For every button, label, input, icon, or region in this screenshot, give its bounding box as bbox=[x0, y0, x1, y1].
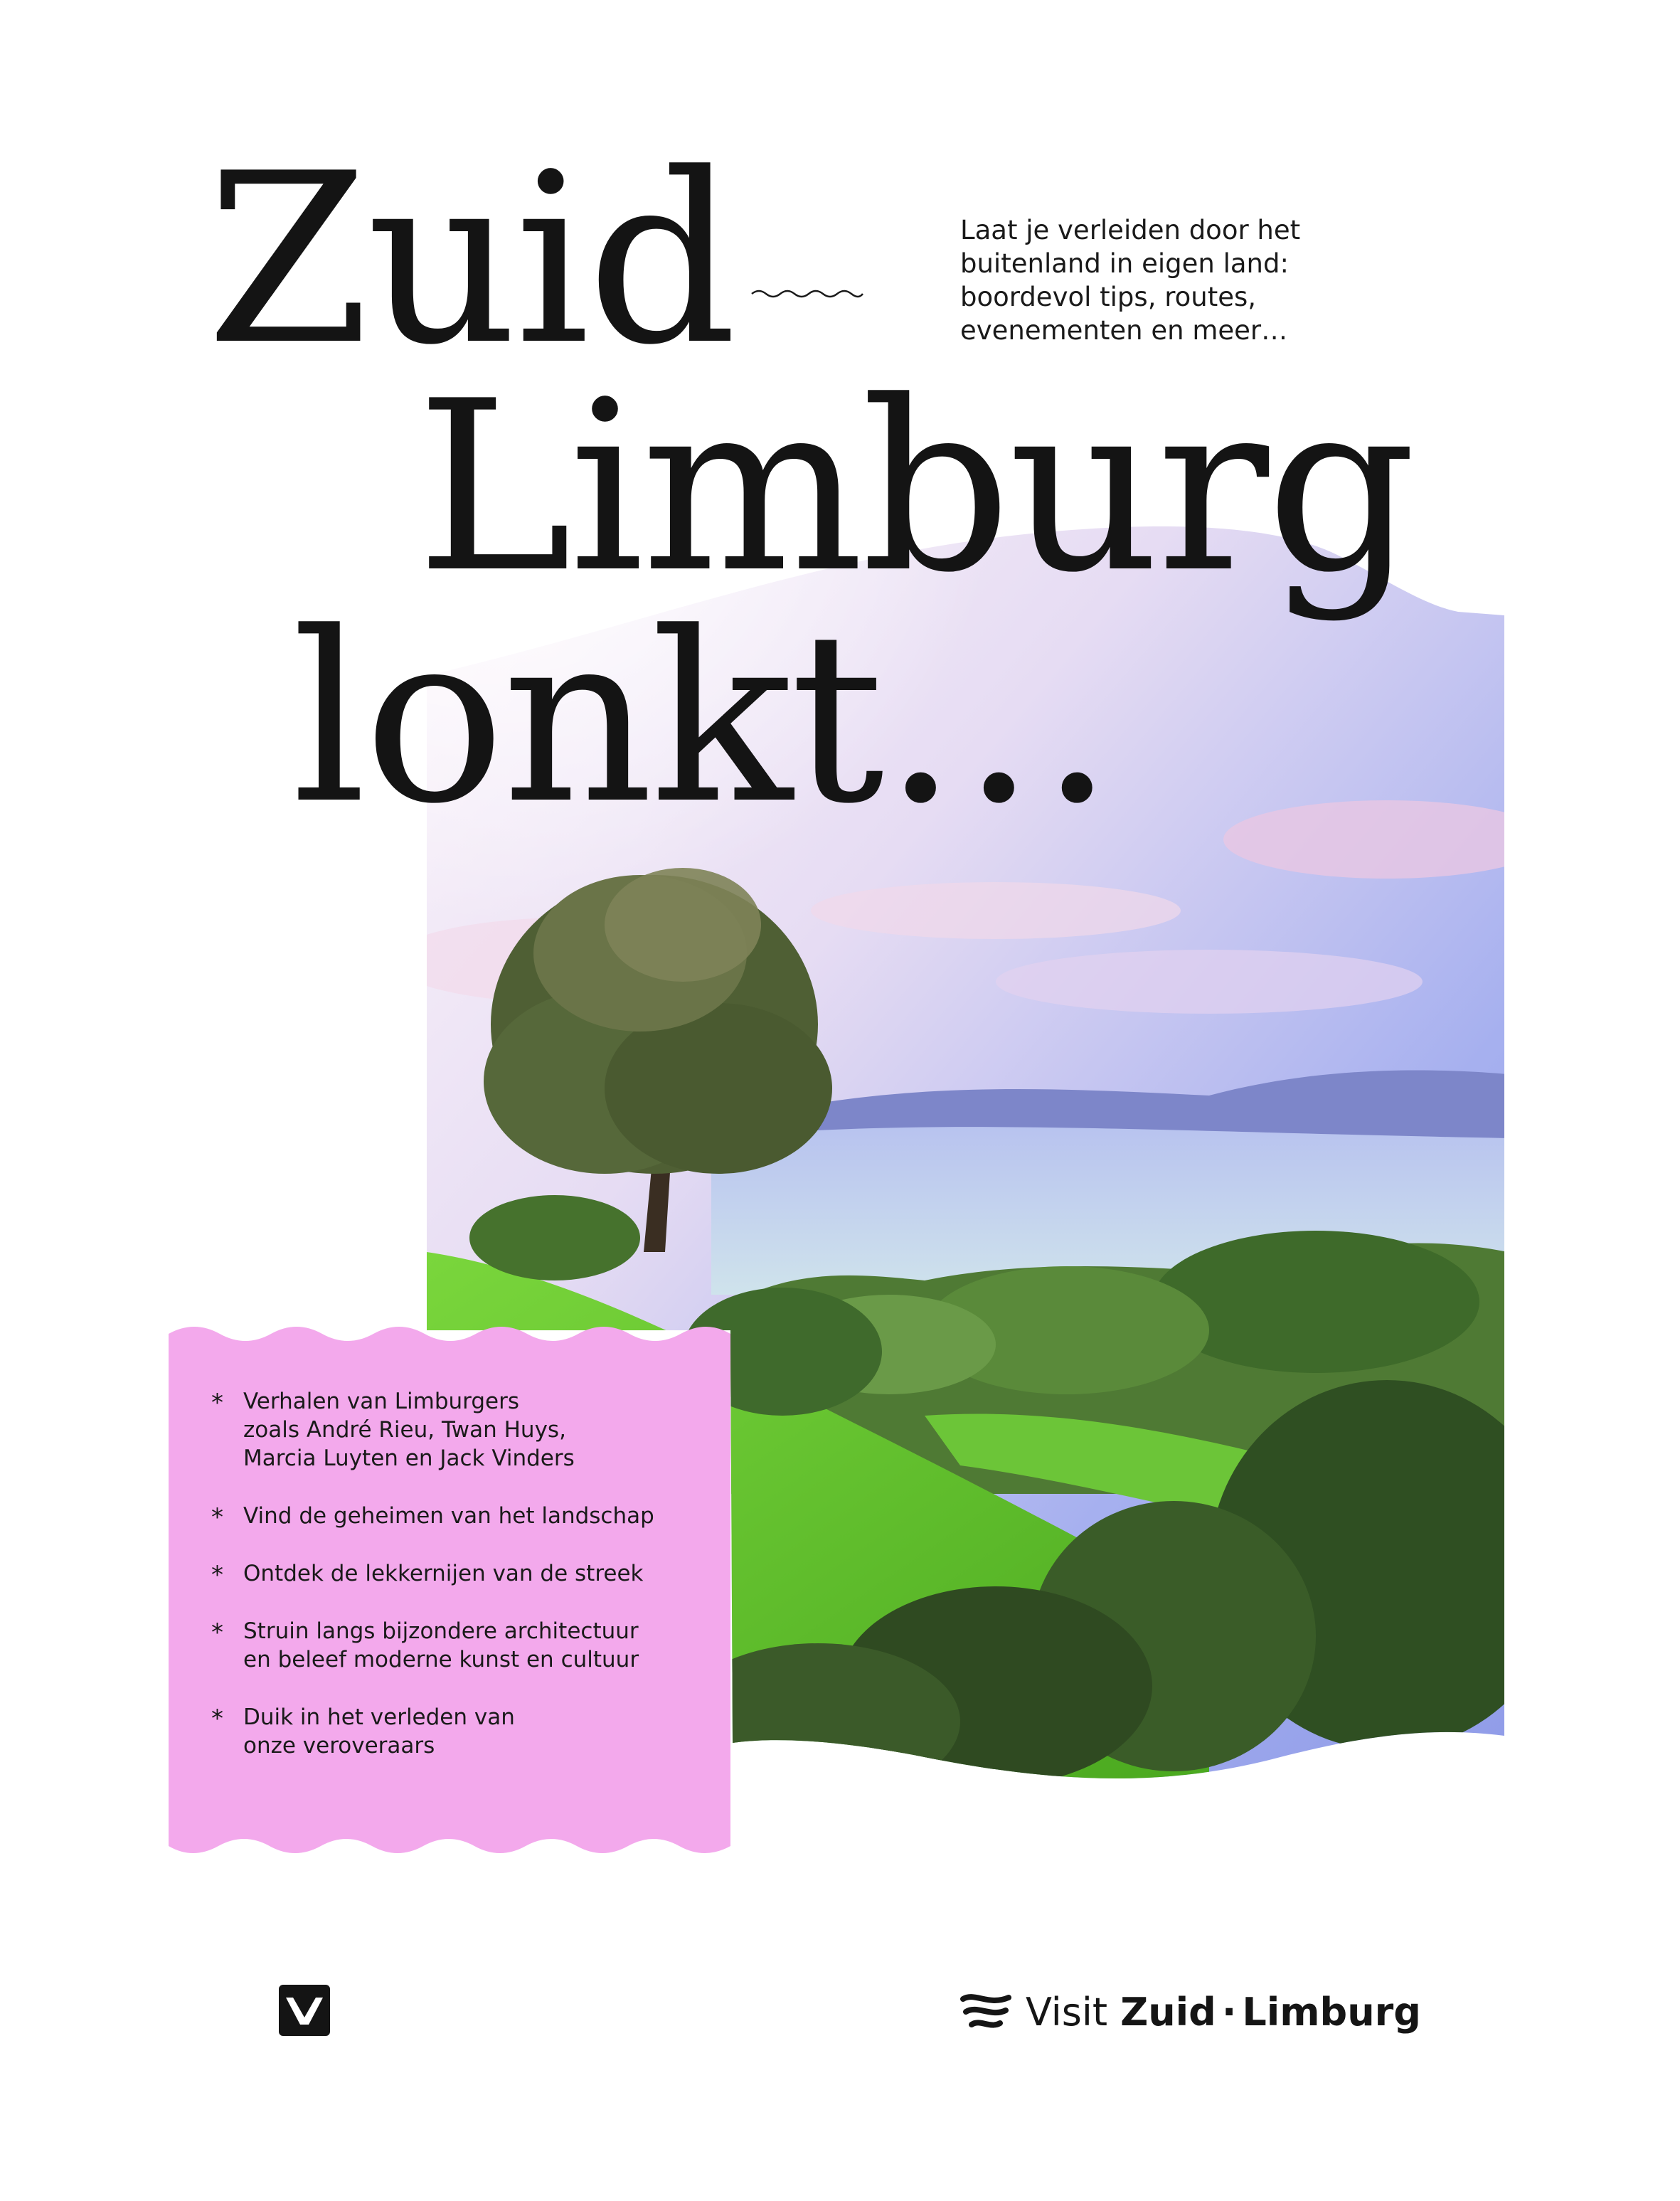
feature-item bbox=[211, 1703, 709, 1760]
intro-text bbox=[960, 213, 1387, 347]
brand-name-zuid: Zuid bbox=[1120, 1989, 1216, 2035]
feature-line: Verhalen van Limburgers bbox=[243, 1389, 519, 1414]
feature-line: zoals André Rieu, Twan Huys, bbox=[243, 1417, 566, 1443]
title-line-limburg: Limburg bbox=[416, 351, 1414, 624]
feature-line: onze veroveraars bbox=[243, 1733, 435, 1759]
feature-line: Struin langs bijzondere architectuur bbox=[243, 1618, 639, 1644]
feature-line: Vind de geheimen van het landschap bbox=[243, 1503, 654, 1529]
feature-item bbox=[211, 1387, 709, 1473]
feature-line: Duik in het verleden van bbox=[243, 1704, 515, 1730]
wave-divider-icon bbox=[750, 287, 864, 301]
asterisk-icon: * bbox=[211, 1503, 223, 1532]
brand-name-limburg: Limburg bbox=[1242, 1989, 1421, 2035]
wave-brand-icon bbox=[960, 1990, 1011, 2033]
intro-line: evenementen en meer… bbox=[960, 315, 1288, 346]
feature-item bbox=[211, 1502, 709, 1530]
asterisk-icon: * bbox=[211, 1704, 223, 1733]
intro-line: Laat je verleiden door het bbox=[960, 215, 1301, 245]
title-line-zuid: Zuid bbox=[206, 123, 735, 396]
feature-line: en beleef moderne kunst en cultuur bbox=[243, 1647, 639, 1672]
feature-item bbox=[211, 1559, 709, 1588]
brand-separator: · bbox=[1221, 1989, 1237, 2035]
feature-box bbox=[169, 1320, 730, 1860]
vvv-logo-icon bbox=[279, 1985, 330, 2036]
asterisk-icon: * bbox=[211, 1561, 223, 1589]
feature-list bbox=[211, 1387, 709, 1789]
intro-line: boordevol tips, routes, bbox=[960, 282, 1257, 312]
feature-line: Marcia Luyten en Jack Vinders bbox=[243, 1446, 575, 1471]
feature-line: Ontdek de lekkernijen van de streek bbox=[243, 1561, 644, 1586]
intro-line: buitenland in eigen land: bbox=[960, 248, 1289, 279]
brand-logo bbox=[960, 1983, 1421, 2040]
brand-visit-text: Visit bbox=[1026, 1989, 1108, 2035]
asterisk-icon: * bbox=[211, 1618, 223, 1647]
title-line-lonkt: lonkt… bbox=[292, 582, 1114, 855]
asterisk-icon: * bbox=[211, 1389, 223, 1417]
feature-item bbox=[211, 1617, 709, 1674]
